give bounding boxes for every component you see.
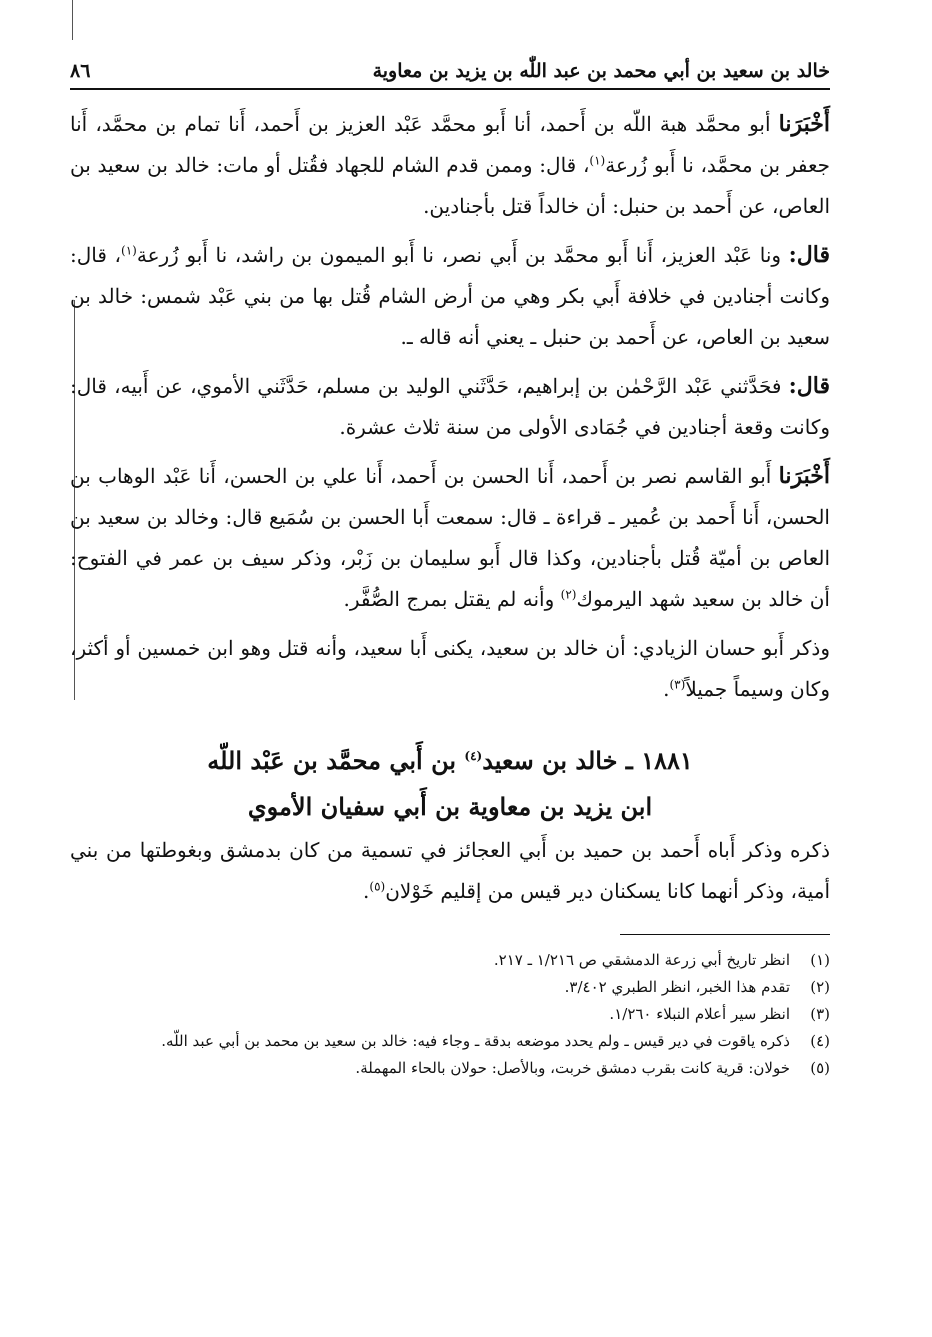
footnote-number: (٥) <box>810 1059 830 1077</box>
footnote-number: (٤) <box>810 1032 830 1050</box>
page-header <box>70 60 830 90</box>
footnote-text: انظر سير أعلام النبلاء ١/٢٦٠. <box>609 1005 790 1023</box>
footnote-ref: (٥) <box>369 879 386 894</box>
footnote-divider <box>620 934 830 935</box>
footnote <box>70 1001 830 1028</box>
footnote-number: (٢) <box>810 978 830 996</box>
entry-paragraph <box>70 830 830 912</box>
paragraph <box>70 235 830 358</box>
paragraph-lead: أَخْبَرَنا <box>778 463 830 489</box>
footnote-ref: (٣) <box>669 677 686 692</box>
paragraph-lead: قال: <box>788 373 830 399</box>
paragraph-tail: ، قال: وممن قدم الشام للجهاد فقُتل أو مات: خالد بن سعيد بن العاص، عن أَحمد بن حنبل: أن خالداً قتل بأجنادين. <box>70 153 830 218</box>
paragraph-text: ذكره وذكر أَباه أَحمد بن حميد بن أَبي العجائز في تسمية من كان بدمشق وبغوطتها من بني أمية، وذكر أنهما كانا يسكنان دير قيس من إقليم خَوْلان <box>70 838 830 903</box>
footnote-ref: (٢) <box>560 587 577 602</box>
entry-title-line-1 <box>70 738 830 784</box>
paragraph-tail: ، قال: وكانت أجنادين في خلافة أَبي بكر وهي من أرض الشام قُتل بها من بني عَبْد شمس: خالد بن سعيد بن العاص، عن أَحمد بن حنبل ـ يعني أنه قاله ـ. <box>70 243 830 349</box>
footnote <box>70 1028 830 1055</box>
paragraph-tail: . <box>363 879 370 903</box>
footnotes <box>70 947 830 1082</box>
page-edge-line <box>72 0 73 40</box>
paragraph-text: أَبو القاسم نصر بن أَحمد، أَنا الحسن بن أَحمد، أَنا علي بن الحسن، أَنا عَبْد الوهاب بن الحسن، أَنا أَحمد بن عُمير ـ قراءة ـ قال: سمعت أَبا الحسن بن سُمَيع قال: وخالد بن سعيد بن العاص بن أميّة قُتل بأجنادين، وكذا قال أَبو سليمان بن زَبْر، وذكر سيف بن عمر في الفتوح: أن خالد بن سعيد شهد اليرموك <box>70 464 830 611</box>
footnote-text: ذكره ياقوت في دير قيس ـ ولم يحدد موضعه بدقة ـ وجاء فيه: خالد بن سعيد بن محمد بن أبي عبد اللّه. <box>161 1032 790 1050</box>
paragraph <box>70 366 830 448</box>
paragraph-tail: وأنه لم يقتل بمرج الصُّفَّر. <box>343 587 561 611</box>
paragraph-tail: . <box>663 677 670 701</box>
entry-title-line-2: ابن يزيد بن معاوية بن أَبي سفيان الأموي <box>247 792 653 821</box>
footnote <box>70 1055 830 1082</box>
footnote <box>70 974 830 1001</box>
footnote-text: انظر تاريخ أبي زرعة الدمشقي ص ١/٢١٦ ـ ٢١٧. <box>493 951 790 969</box>
entry-title <box>70 738 830 830</box>
paragraph <box>70 456 830 620</box>
footnote-number: (١) <box>810 951 830 969</box>
page <box>70 60 830 1082</box>
paragraph-lead: قال: <box>788 242 830 268</box>
footnote-ref: (١) <box>121 243 137 258</box>
footnote-ref: (١) <box>589 153 606 168</box>
footnote-text: تقدم هذا الخبر، انظر الطبري ٣/٤٠٢. <box>564 978 790 996</box>
paragraph-text: ونا عَبْد العزيز، أَنا أَبو محمَّد بن أَبي نصر، نا أَبو الميمون بن راشد، نا أَبو زُرعة <box>136 243 789 267</box>
footnote-text: خولان: قرية كانت بقرب دمشق خربت، وبالأصل: حولان بالحاء المهملة. <box>355 1059 790 1077</box>
page-number: ٨٦ <box>70 60 91 82</box>
footnote-ref: (٤) <box>464 749 483 763</box>
paragraph-text: فحَدَّثني عَبْد الرَّحْمٰن بن إبراهيم، حَدَّثَني الوليد بن مسلم، حَدَّثَني الأموي، عن أَبيه، قال: وكانت وقعة أجنادين في جُمَادى الأولى من سنة ثلاث عشرة. <box>70 374 830 439</box>
running-title: خالد بن سعيد بن أبي محمد بن عبد اللّٰه بن يزيد بن معاوية <box>372 60 830 82</box>
entry-title-text: ١٨٨١ ـ خالد بن سعيد <box>482 746 693 775</box>
paragraph <box>70 104 830 227</box>
paragraph-text: أبو محمَّد هبة اللّه بن أَحمد، أنا أَبو محمَّد عَبْد العزيز بن أَحمد، أَنا تمام بن محمَّد، أَنا جعفر بن محمَّد، نا أَبو زُرعة <box>70 112 830 177</box>
entry-title-text: بن أَبي محمَّد بن عَبْد اللّه <box>207 746 465 775</box>
paragraph <box>70 628 830 710</box>
footnote-number: (٣) <box>810 1005 830 1023</box>
footnote <box>70 947 830 974</box>
paragraph-text: وذكر أَبو حسان الزيادي: أن خالد بن سعيد، يكنى أَبا سعيد، وأنه قتل وهو ابن خمسين أو أكثر، وكان وسيماً جميلاً <box>70 636 830 701</box>
paragraph-lead: أَخْبَرَنا <box>778 111 830 137</box>
main-text <box>70 104 830 912</box>
